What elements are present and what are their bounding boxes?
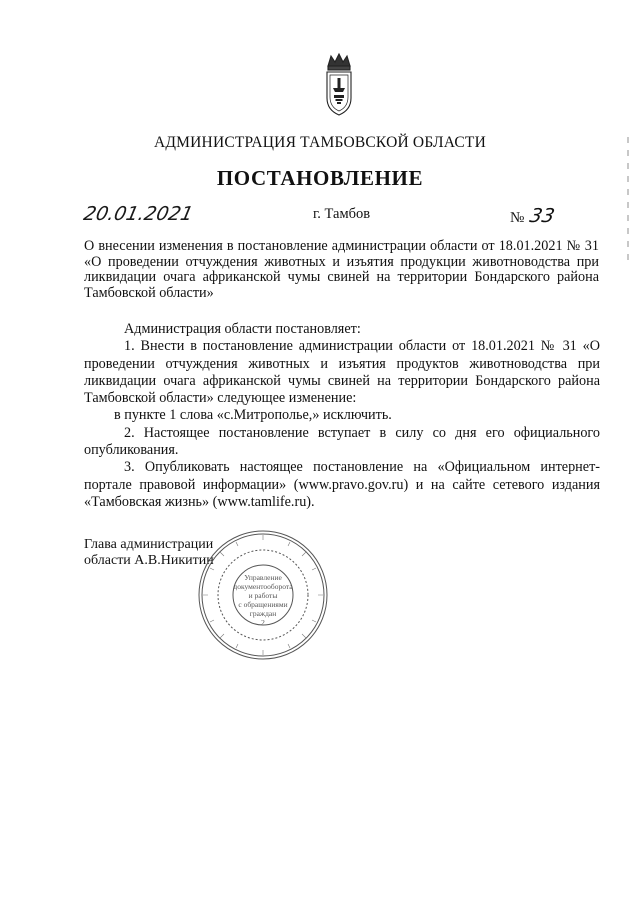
document-body [84,321,600,511]
organization-name: АДМИНИСТРАЦИЯ ТАМБОВСКОЙ ОБЛАСТИ [154,134,486,151]
number-label: № [510,210,525,226]
stamp-text-4: с обращениями [238,600,288,609]
item-2-paragraph: 2. Настоящее постановление вступает в силу со дня его официального опубликования. [84,424,600,459]
stamp-text-2: документооборота [233,582,293,591]
item-1-change-paragraph: в пункте 1 слова «с.Митрополье,» исключить. [114,407,392,424]
stamp-text-1: Управление [244,573,282,582]
tambov-coat-of-arms-icon [322,52,356,118]
item-1-paragraph: 1. Внести в постановление администрации области от 18.01.2021 № 31 «О проведении отчуждения животных и изъятия продуктов животноводства при ликвидации очага африканской чумы свиней на территории Бондарского района Тамбовской области» следующее изменение: [84,338,600,407]
document-number [510,205,555,227]
official-round-stamp-icon [196,528,330,662]
stamp-text-6: 2 [261,618,265,627]
signature-name: области А.В.Никитин [84,553,214,568]
item-3-paragraph: 3. Опубликовать настоящее постановление на «Официальном интернет-портале правовой информации» (www.pravo.gov.ru) и на сайте сетевого издания «Тамбовская жизнь» (www.tamlife.ru). [84,459,600,510]
signature-position: Глава администрации [84,537,214,552]
handwritten-number: 33 [527,205,557,227]
margin-marks [622,130,634,330]
stamp-text-3: и работы [248,591,278,600]
stamp-text-5: граждан [249,609,277,618]
handwritten-date: 20.01.2021 [81,203,196,225]
signature-block [84,537,214,569]
subject-text: О внесении изменения в постановление администрации области от 18.01.2021 № 31 «О проведении отчуждения животных и изъятия продукции животноводства при ликвидации очага африканской чумы свиней на территории Бондарского района Тамбовской области» [84,238,599,301]
document-subject [84,239,599,301]
document-type-title: ПОСТАНОВЛЕНИЕ [216,166,424,190]
intro-paragraph: Администрация области постановляет: [124,321,361,337]
city-label: г. Тамбов [313,206,371,222]
